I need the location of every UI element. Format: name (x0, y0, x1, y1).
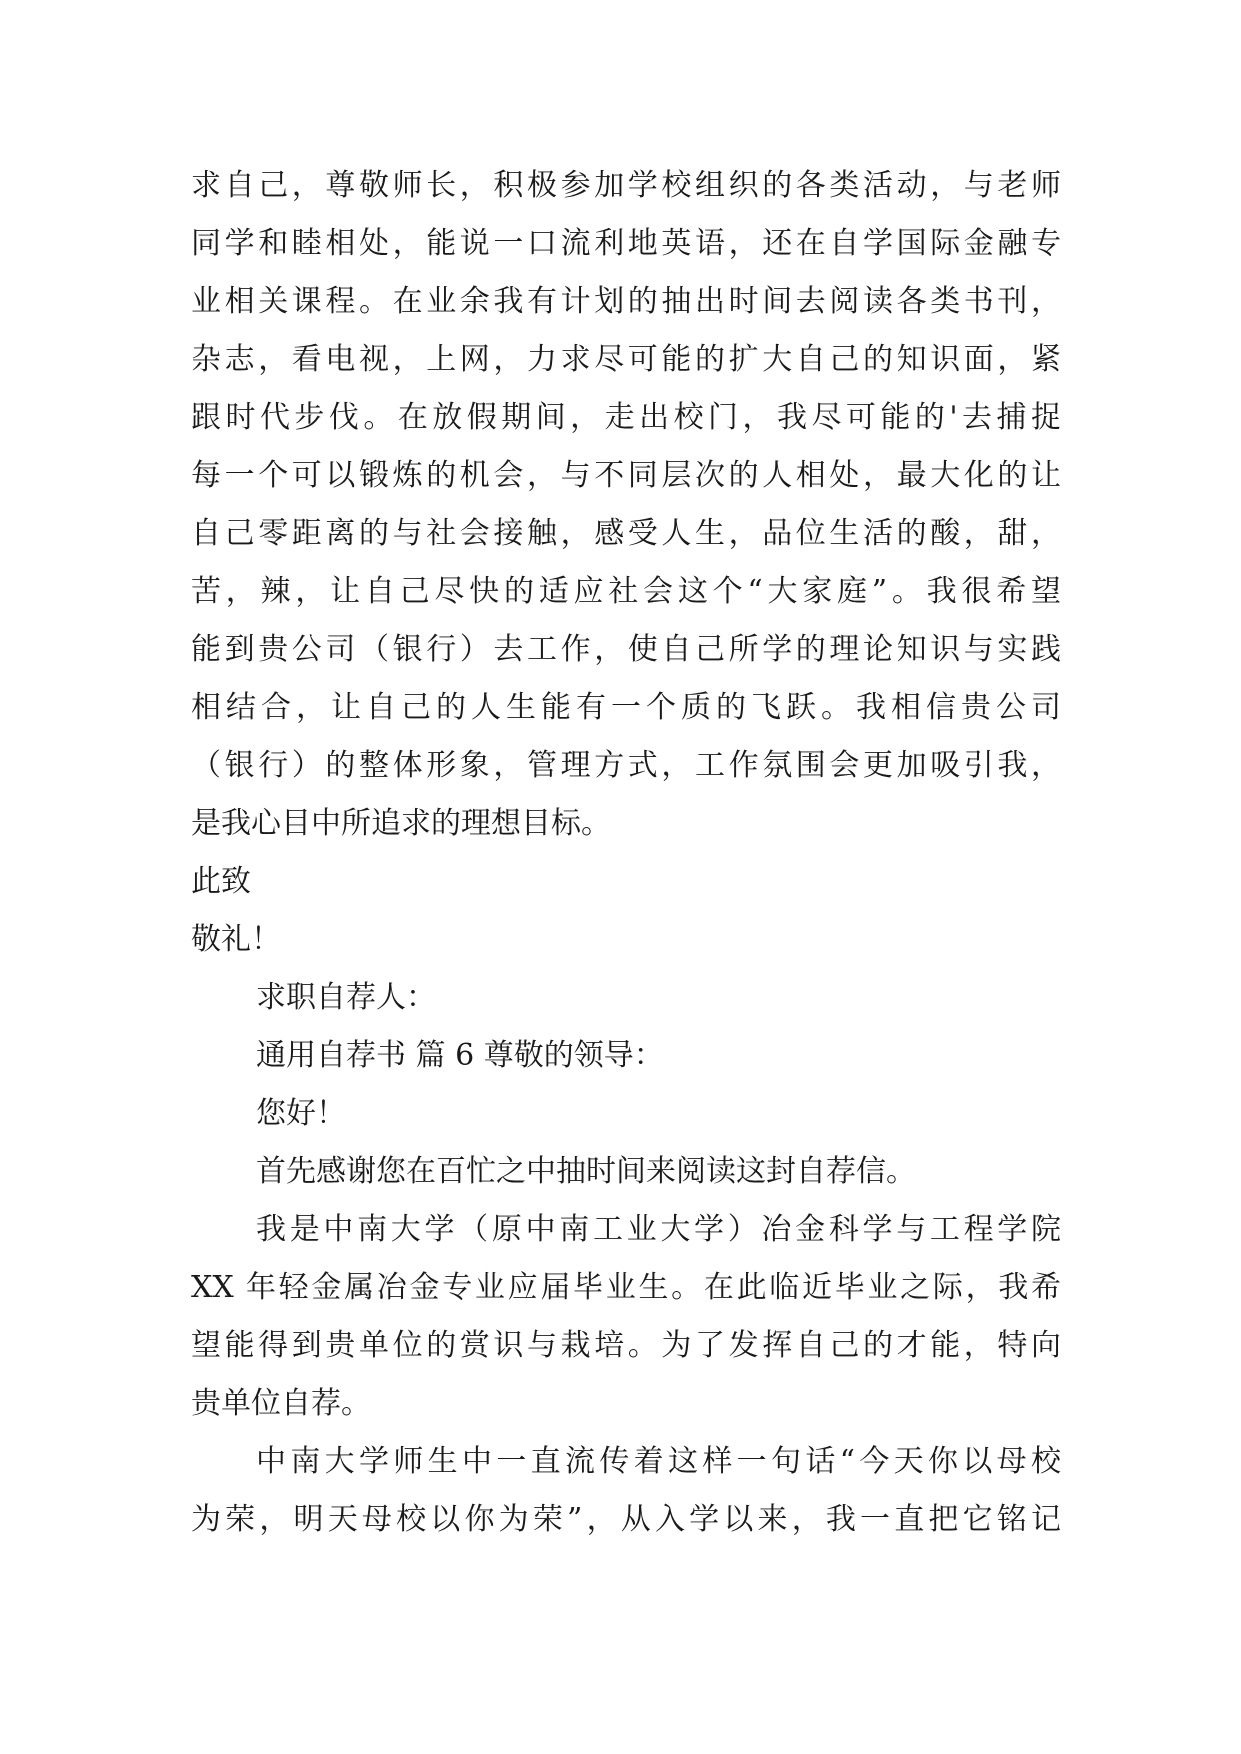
paragraph-school-line-2: 为荣，明天母校以你为荣”，从入学以来，我一直把它铭记 (191, 1502, 1061, 1537)
paragraph-line-12: 是我心目中所追求的理想目标。 (191, 806, 611, 841)
paragraph-line-2: 同学和睦相处，能说一口流利地英语，还在自学国际金融专 (191, 226, 1061, 261)
paragraph-intro-line-3: 望能得到贵单位的赏识与栽培。为了发挥自己的才能，特向 (191, 1328, 1061, 1363)
paragraph-line-10: 相结合，让自己的人生能有一个质的飞跃。我相信贵公司 (191, 690, 1061, 725)
paragraph-line-9: 能到贵公司（银行）去工作，使自己所学的理论知识与实践 (191, 632, 1061, 667)
paragraph-line-6: 每一个可以锻炼的机会，与不同层次的人相处，最大化的让 (191, 458, 1061, 493)
paragraph-intro-line-4: 贵单位自荐。 (191, 1386, 371, 1421)
paragraph-line-1: 求自己，尊敬师长，积极参加学校组织的各类活动，与老师 (191, 168, 1061, 203)
paragraph-line-3: 业相关课程。在业余我有计划的抽出时间去阅读各类书刊， (191, 284, 1061, 319)
paragraph-school-line-1: 中南大学师生中一直流传着这样一句话“今天你以母校 (256, 1444, 1061, 1479)
greeting: 您好！ (256, 1096, 346, 1131)
closing-salutation: 此致 (191, 864, 251, 899)
applicant-signature-label: 求职自荐人： (256, 980, 436, 1015)
paragraph-intro-line-1: 我是中南大学（原中南工业大学）冶金科学与工程学院 (256, 1212, 1061, 1247)
paragraph-line-11: （银行）的整体形象，管理方式，工作氛围会更加吸引我， (191, 748, 1061, 783)
section-heading: 通用自荐书 篇 6 尊敬的领导： (256, 1038, 664, 1073)
document-body (191, 157, 1061, 1549)
paragraph-line-8: 苦，辣，让自己尽快的适应社会这个“大家庭”。我很希望 (191, 574, 1061, 609)
paragraph-line-7: 自己零距离的与社会接触，感受人生，品位生活的酸，甜， (191, 516, 1061, 551)
paragraph-intro-line-2: XX 年轻金属冶金专业应届毕业生。在此临近毕业之际，我希 (191, 1270, 1061, 1305)
paragraph-line-4: 杂志，看电视，上网，力求尽可能的扩大自己的知识面，紧 (191, 342, 1061, 377)
closing-regards: 敬礼！ (191, 922, 281, 957)
paragraph-thanks: 首先感谢您在百忙之中抽时间来阅读这封自荐信。 (256, 1154, 916, 1189)
paragraph-line-5: 跟时代步伐。在放假期间，走出校门，我尽可能的'去捕捉 (191, 400, 1061, 435)
